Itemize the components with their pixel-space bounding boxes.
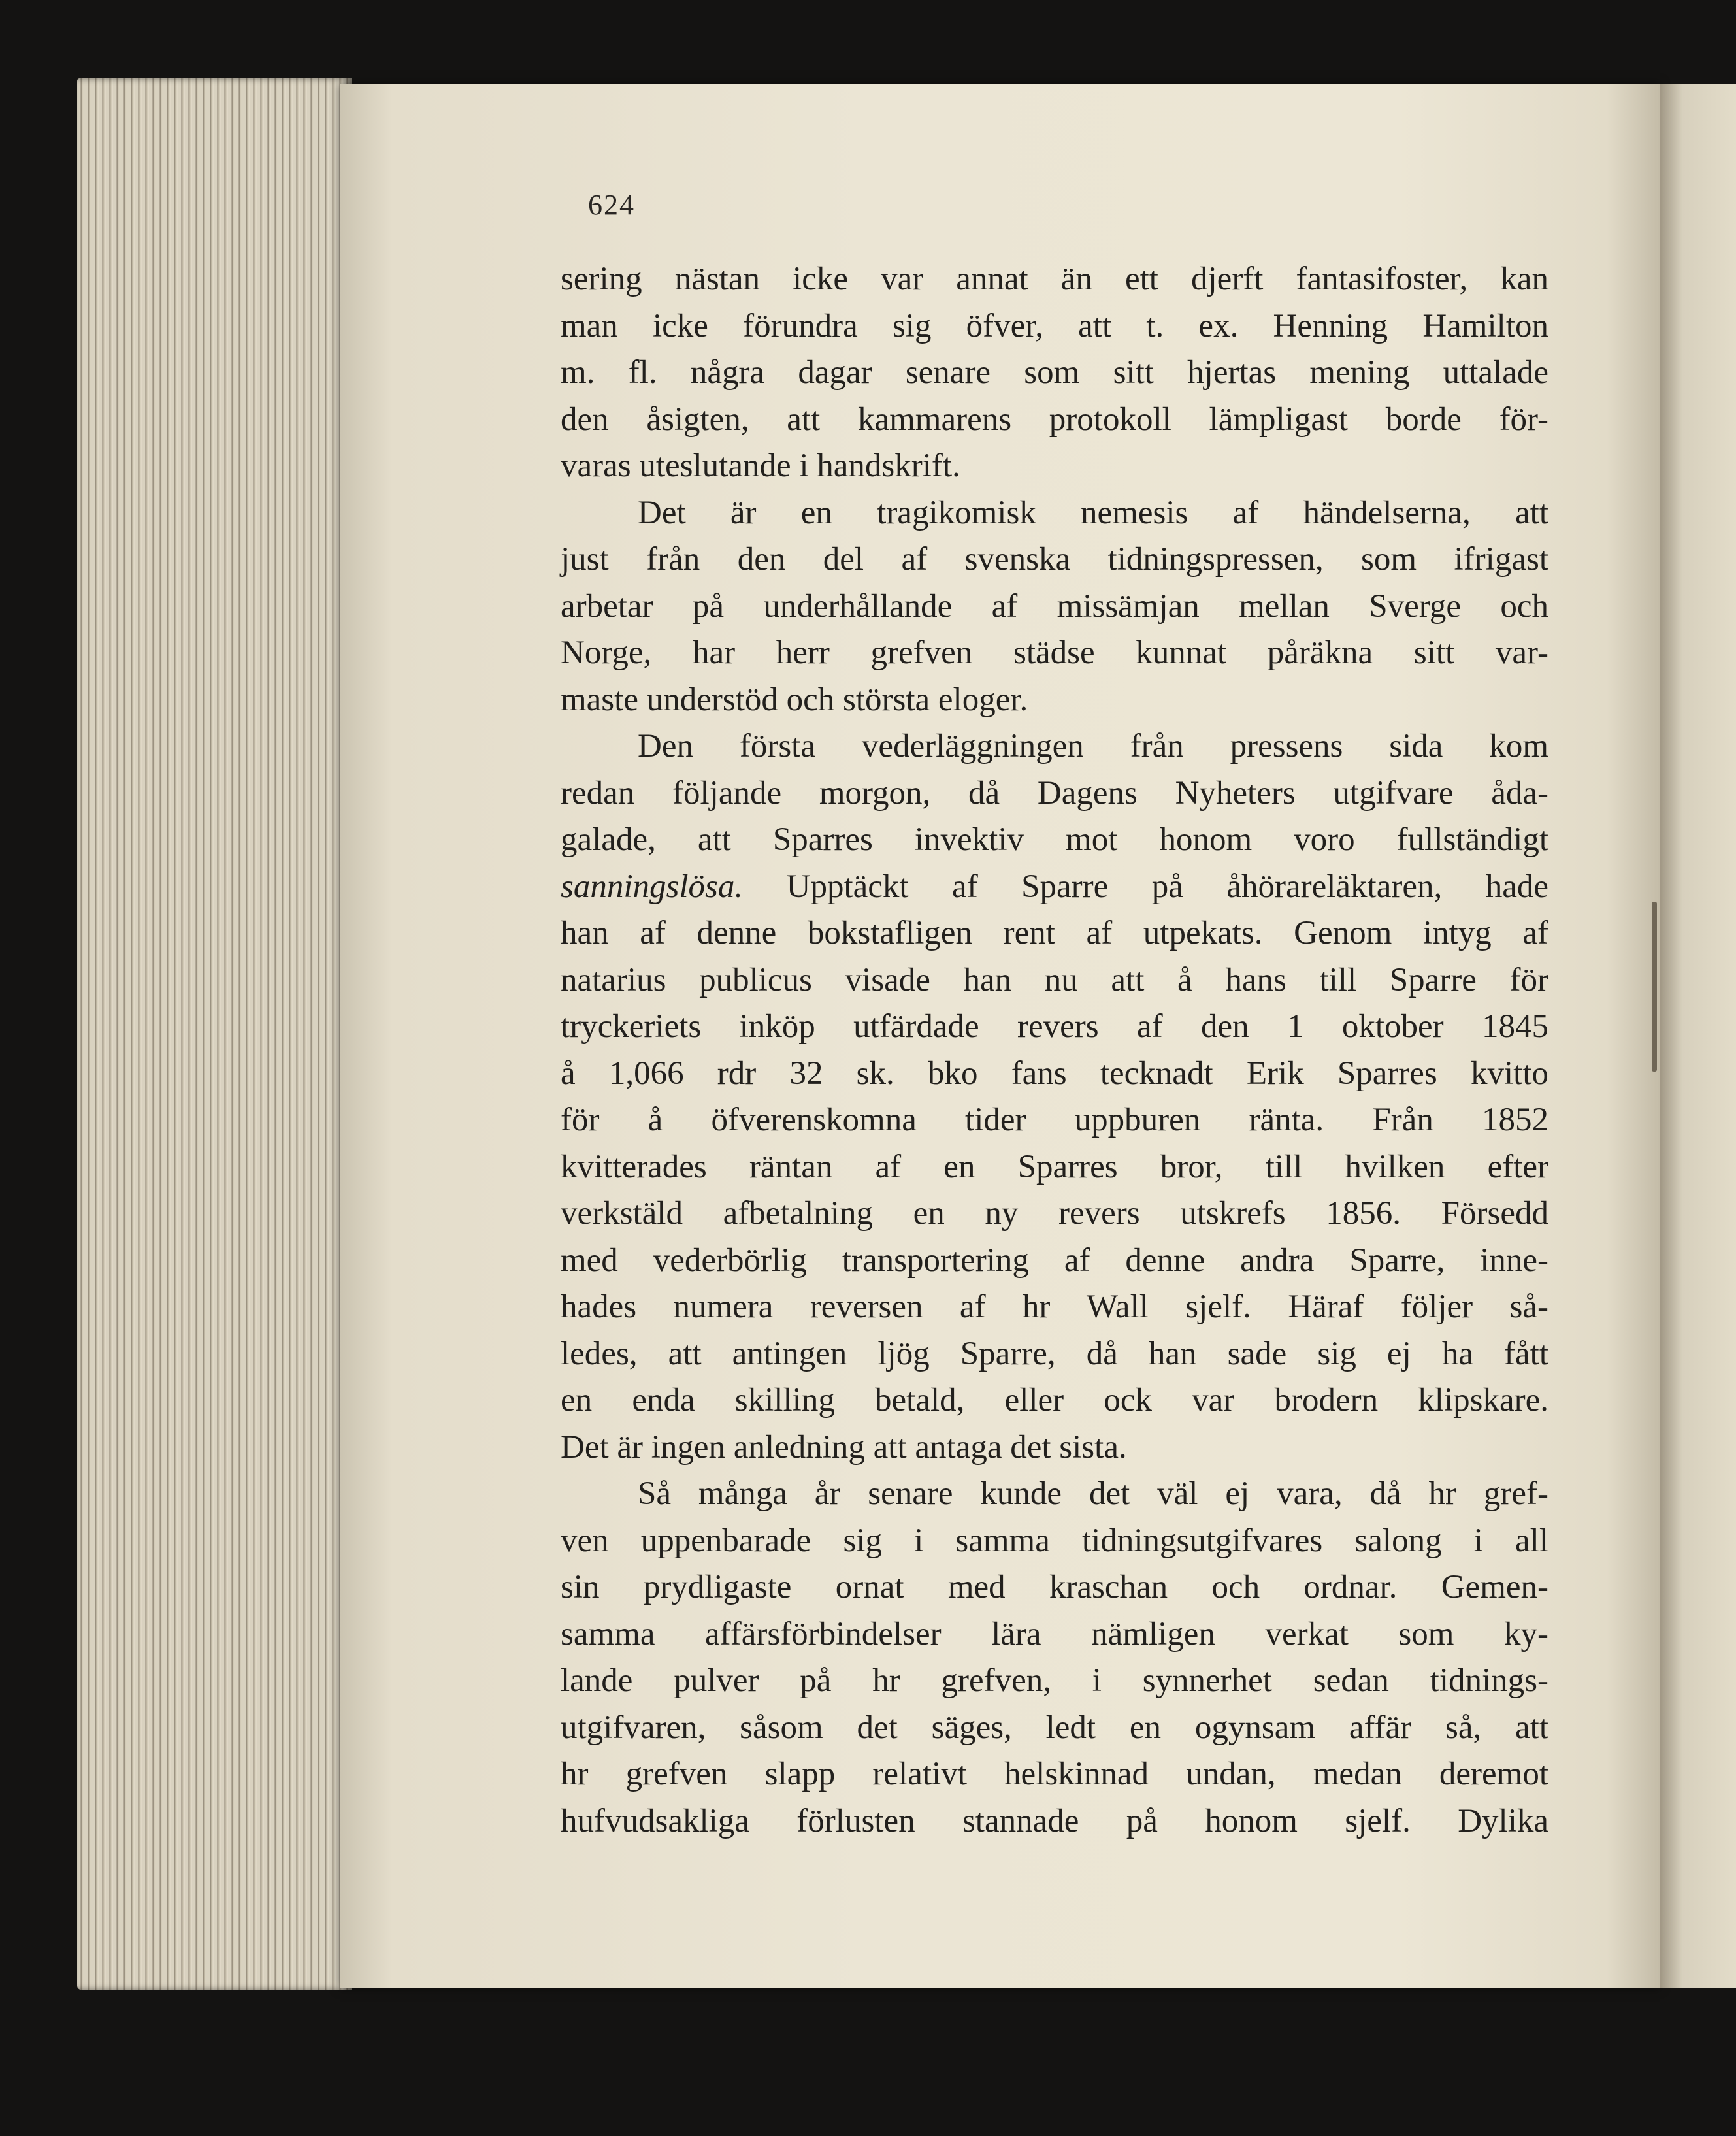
book-page-edges [77, 78, 352, 1990]
text-line: tryckeriets inköp utfärdade revers af den 1 oktober 1845 [561, 1008, 1548, 1045]
text-line: Det är en tragikomisk nemesis af händelserna, att [638, 494, 1548, 531]
text-line: natarius publicus visade han nu att å hans till Sparre för [561, 961, 1548, 998]
text-line: samma affärsförbindelser lära nämligen verkat som ky- [561, 1615, 1548, 1652]
text-line: med vederbörlig transportering af denne andra Sparre, inne- [561, 1241, 1548, 1279]
text-line: Norge, har herr grefven städse kunnat påräkna sitt var- [561, 634, 1548, 671]
text-line: arbetar på underhållande af missämjan mellan Sverge och [561, 587, 1548, 625]
text-line: Det är ingen anledning att antaga det sista. [561, 1428, 1127, 1466]
text-line: varas uteslutande i handskrift. [561, 448, 960, 484]
text-line: sering nästan icke var annat än ett djerft fantasifoster, kan [561, 261, 1548, 297]
text-line: Så många år senare kunde det väl ej vara, då hr gref- [638, 1475, 1548, 1512]
text-line: den åsigten, att kammarens protokoll lämpligast borde för- [561, 401, 1548, 438]
page-number: 624 [588, 189, 635, 221]
binding-gutter [1652, 902, 1657, 1072]
text-line: verkstäld afbetalning en ny revers utskrefs 1856. Försedd [561, 1195, 1548, 1232]
facing-page-edge [1660, 84, 1736, 1988]
text-line: för å öfverenskomna tider uppburen ränta. Från 1852 [561, 1102, 1548, 1138]
text-line: galade, att Sparres invektiv mot honom voro fullständigt [561, 821, 1548, 858]
text-line: hr grefven slapp relativt helskinnad undan, medan deremot [561, 1756, 1548, 1792]
text-line: å 1,066 rdr 32 sk. bko fans tecknadt Erik Sparres kvitto [561, 1055, 1548, 1092]
text-line: redan följande morgon, då Dagens Nyheters utgifvare åda- [561, 774, 1548, 812]
text-line: ledes, att antingen ljög Sparre, då han sade sig ej ha fått [561, 1335, 1548, 1372]
text-line: hufvudsakliga förlusten stannade på honom sjelf. Dylika [561, 1802, 1548, 1839]
text-line: han af denne bokstafligen rent af utpekats. Genom intyg af [561, 915, 1548, 951]
text-line: lande pulver på hr grefven, i synnerhet sedan tidnings- [561, 1662, 1548, 1699]
text-line: kvitterades räntan af en Sparres bror, till hvilken efter [561, 1148, 1548, 1185]
text-line: sin prydligaste ornat med kraschan och ordnar. Gemen- [561, 1569, 1548, 1605]
text-line: just från den del af svenska tidningspressen, som ifrigast [561, 541, 1548, 578]
text-line: m. fl. några dagar senare som sitt hjertas mening uttalade [561, 354, 1548, 391]
text-line: en enda skilling betald, eller ock var brodern klipskare. [561, 1382, 1548, 1419]
text-line: utgifvaren, såsom det säges, ledt en ogynsam affär så, att [561, 1709, 1548, 1746]
text-line: hades numera reversen af hr Wall sjelf. Häraf följer så- [561, 1289, 1548, 1325]
text-line: Den första vederläggningen från pressens sida kom [638, 728, 1548, 764]
italic-word: sanningslösa. [561, 868, 744, 905]
text-line: ven uppenbarade sig i samma tidningsutgifvares salong i all [561, 1522, 1548, 1559]
text-line: sanningslösa. Upptäckt af Sparre på åhörareläktaren, hade [561, 868, 1548, 905]
body-text [561, 256, 1548, 1845]
text-line: maste understöd och största eloger. [561, 681, 1028, 718]
text-line: man icke förundra sig öfver, att t. ex. Henning Hamilton [561, 307, 1548, 344]
